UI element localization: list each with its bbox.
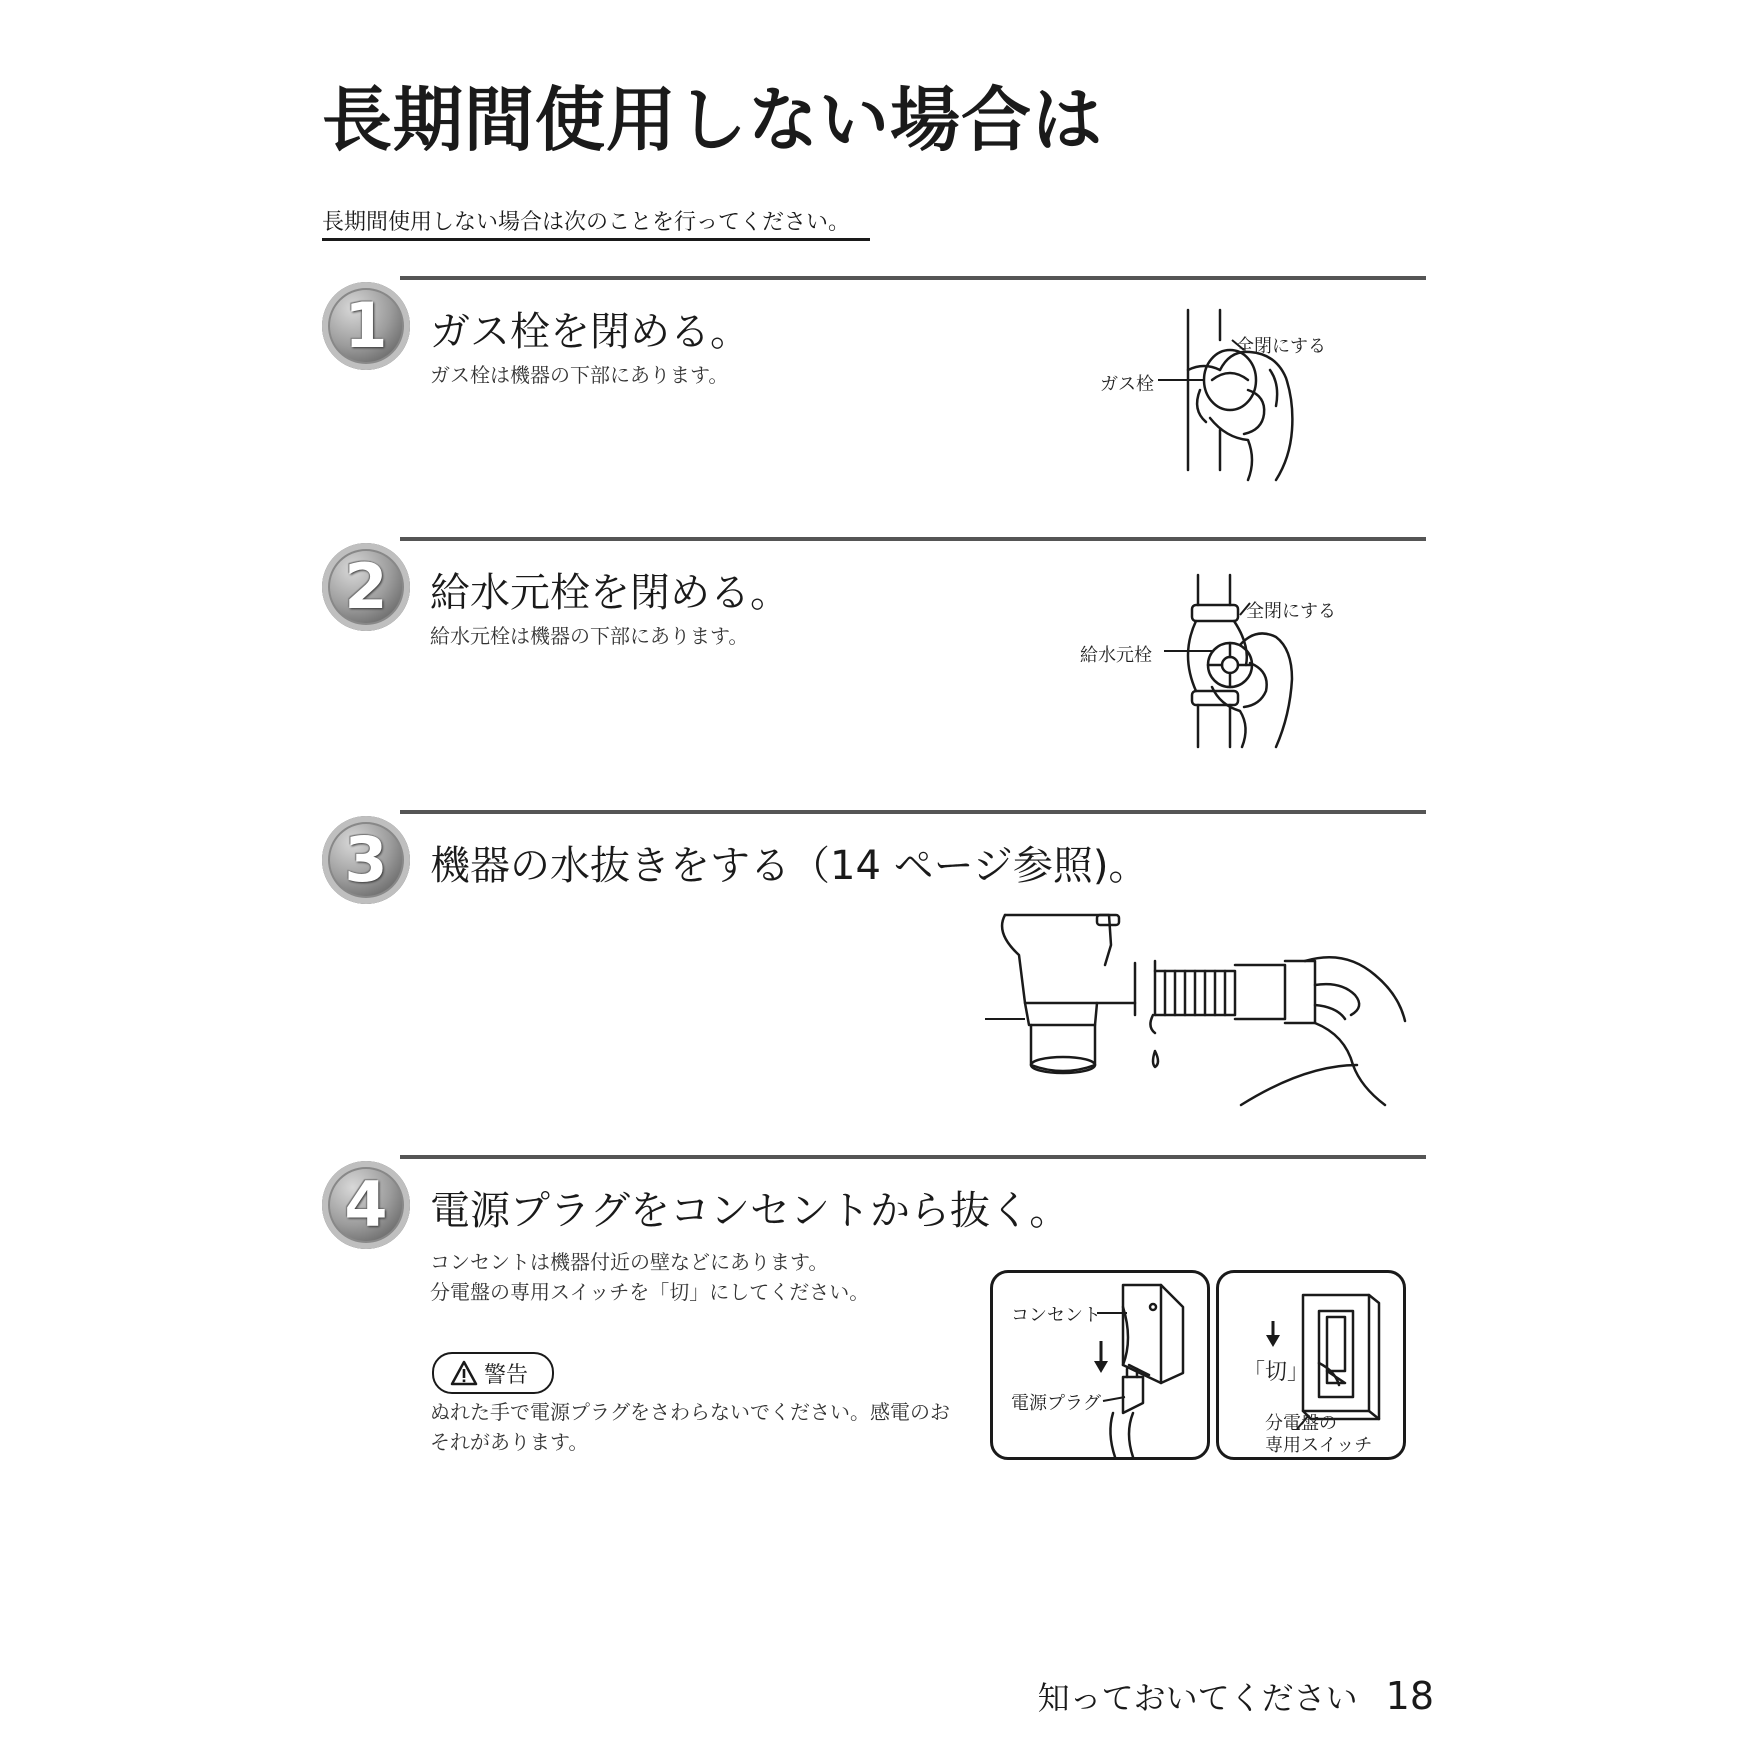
breaker-switch-label-1: 分電盤の (1265, 1413, 1337, 1434)
step-4-desc-line-1: コンセントは機器付近の壁などにあります。 (430, 1250, 829, 1274)
drain-illustration (985, 915, 1405, 1105)
gas-valve-part-label: ガス栓 (1100, 374, 1154, 395)
gas-valve-illustration (1080, 310, 1340, 490)
gas-valve-close-label: 全閉にする (1236, 336, 1326, 357)
page-title: 長期間使用しない場合は (322, 79, 1103, 161)
step-2-title: 給水元栓を閉める。 (430, 570, 790, 616)
warning-label: 警告 (484, 1363, 529, 1388)
intro-text: 長期間使用しない場合は次のことを行ってください。 (322, 210, 851, 235)
step-3-badge: 3 (322, 816, 410, 904)
step-3-rule (400, 810, 1426, 814)
outlet-figure-box (990, 1270, 1210, 1460)
footer-section-title: 知っておいてください (1037, 1679, 1358, 1717)
water-valve-illustration (1080, 575, 1340, 755)
step-3-title: 機器の水抜きをする（14 ページ参照)。 (430, 843, 1149, 889)
outlet-label: コンセント (1011, 1305, 1101, 1326)
step-4-rule (400, 1155, 1426, 1159)
breaker-off-label: 「切」 (1243, 1360, 1310, 1385)
page-number: 18 (1385, 1674, 1434, 1718)
step-1-rule (400, 276, 1426, 280)
step-1-desc: ガス栓は機器の下部にあります。 (430, 363, 729, 387)
step-1-badge: 1 (322, 282, 410, 370)
step-4-desc-line-2: 分電盤の専用スイッチを「切」にしてください。 (430, 1280, 870, 1304)
water-valve-close-label: 全閉にする (1246, 601, 1336, 622)
step-2-desc: 給水元栓は機器の下部にあります。 (430, 624, 749, 648)
step-4-badge: 4 (322, 1161, 410, 1249)
step-2-rule (400, 537, 1426, 541)
drain-drawing (985, 915, 1405, 1105)
breaker-switch-label-2: 専用スイッチ (1265, 1435, 1373, 1456)
plug-label: 電源プラグ (1011, 1393, 1101, 1414)
page-footer (1038, 1673, 1434, 1719)
warning-badge (432, 1352, 554, 1394)
warning-text-line-1: ぬれた手で電源プラグをさわらないでください。感電のお (430, 1400, 950, 1424)
water-valve-part-label: 給水元栓 (1080, 645, 1152, 666)
breaker-figure-box (1216, 1270, 1406, 1460)
step-2-badge: 2 (322, 543, 410, 631)
warning-text-line-2: それがあります。 (430, 1430, 589, 1454)
intro-underline (322, 238, 870, 241)
step-4-title: 電源プラグをコンセントから抜く。 (430, 1188, 1070, 1234)
warning-icon (450, 1360, 478, 1386)
step-1-title: ガス栓を閉める。 (430, 309, 750, 355)
